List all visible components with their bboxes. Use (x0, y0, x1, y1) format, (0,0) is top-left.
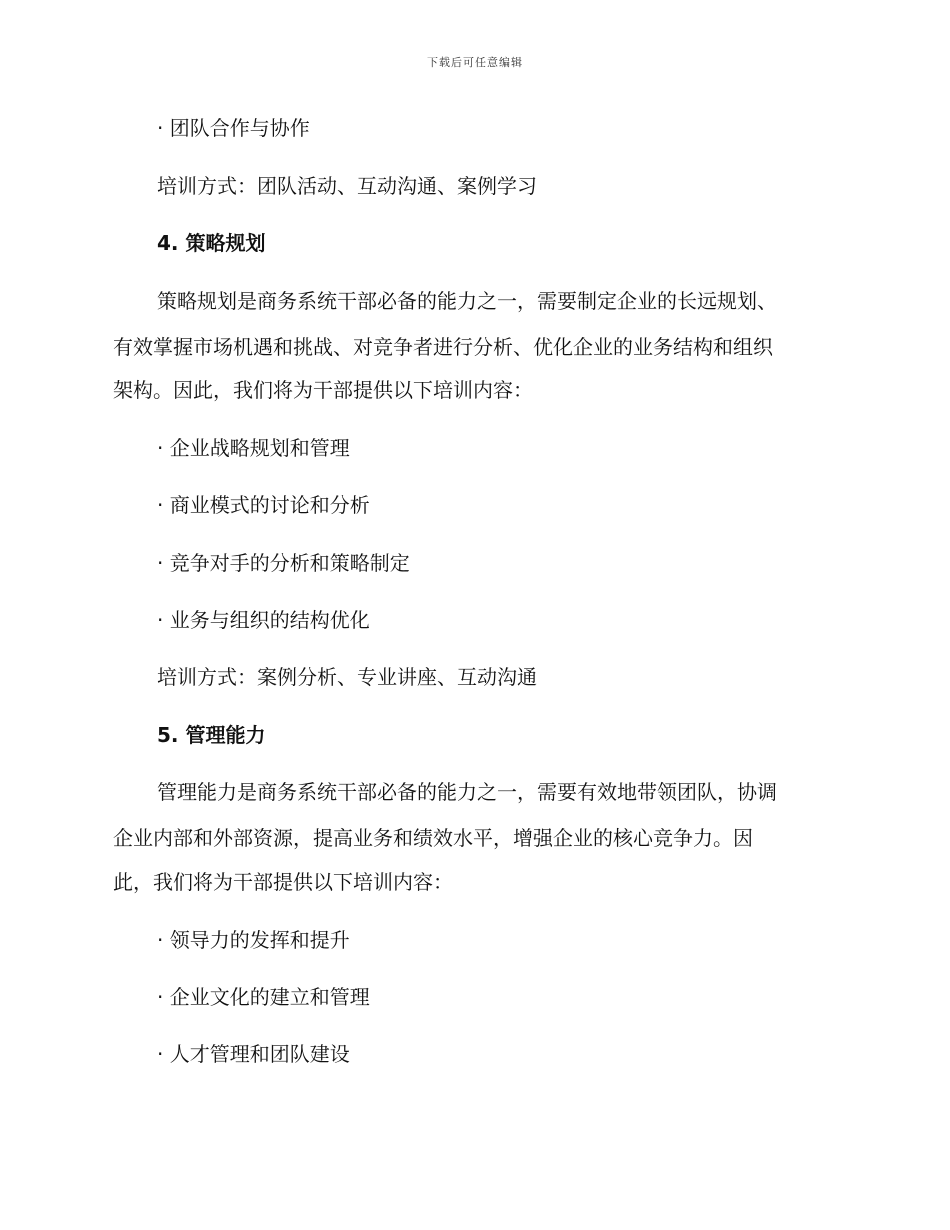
management-bullet-3: · 人才管理和团队建设 (157, 1042, 350, 1066)
management-paragraph-line-2: 企业内部和外部资源，提高业务和绩效水平，增强企业的核心竞争力。因 (113, 826, 753, 850)
section-heading-management: 5. 管理能力 (157, 723, 266, 747)
training-method-team: 培训方式：团队活动、互动沟通、案例学习 (157, 174, 537, 198)
management-paragraph-line-1: 管理能力是商务系统干部必备的能力之一，需要有效地带领团队，协调 (157, 780, 777, 804)
training-method-strategy: 培训方式：案例分析、专业讲座、互动沟通 (157, 665, 537, 689)
strategy-bullet-4: · 业务与组织的结构优化 (157, 608, 370, 632)
management-bullet-2: · 企业文化的建立和管理 (157, 985, 370, 1009)
strategy-bullet-1: · 企业战略规划和管理 (157, 436, 350, 460)
strategy-paragraph-line-2: 有效掌握市场机遇和挑战、对竞争者进行分析、优化企业的业务结构和组织 (113, 335, 773, 359)
strategy-paragraph-line-1: 策略规划是商务系统干部必备的能力之一，需要制定企业的长远规划、 (157, 289, 777, 313)
strategy-bullet-3: · 竞争对手的分析和策略制定 (157, 551, 410, 575)
section-heading-strategy: 4. 策略规划 (157, 231, 266, 255)
bullet-team-cooperation: · 团队合作与协作 (157, 116, 310, 140)
strategy-paragraph-line-3: 架构。因此，我们将为干部提供以下培训内容： (113, 378, 533, 402)
strategy-bullet-2: · 商业模式的讨论和分析 (157, 493, 370, 517)
management-paragraph-line-3: 此，我们将为干部提供以下培训内容： (113, 870, 453, 894)
management-bullet-1: · 领导力的发挥和提升 (157, 928, 350, 952)
page-header: 下载后可任意编辑 (427, 56, 523, 69)
